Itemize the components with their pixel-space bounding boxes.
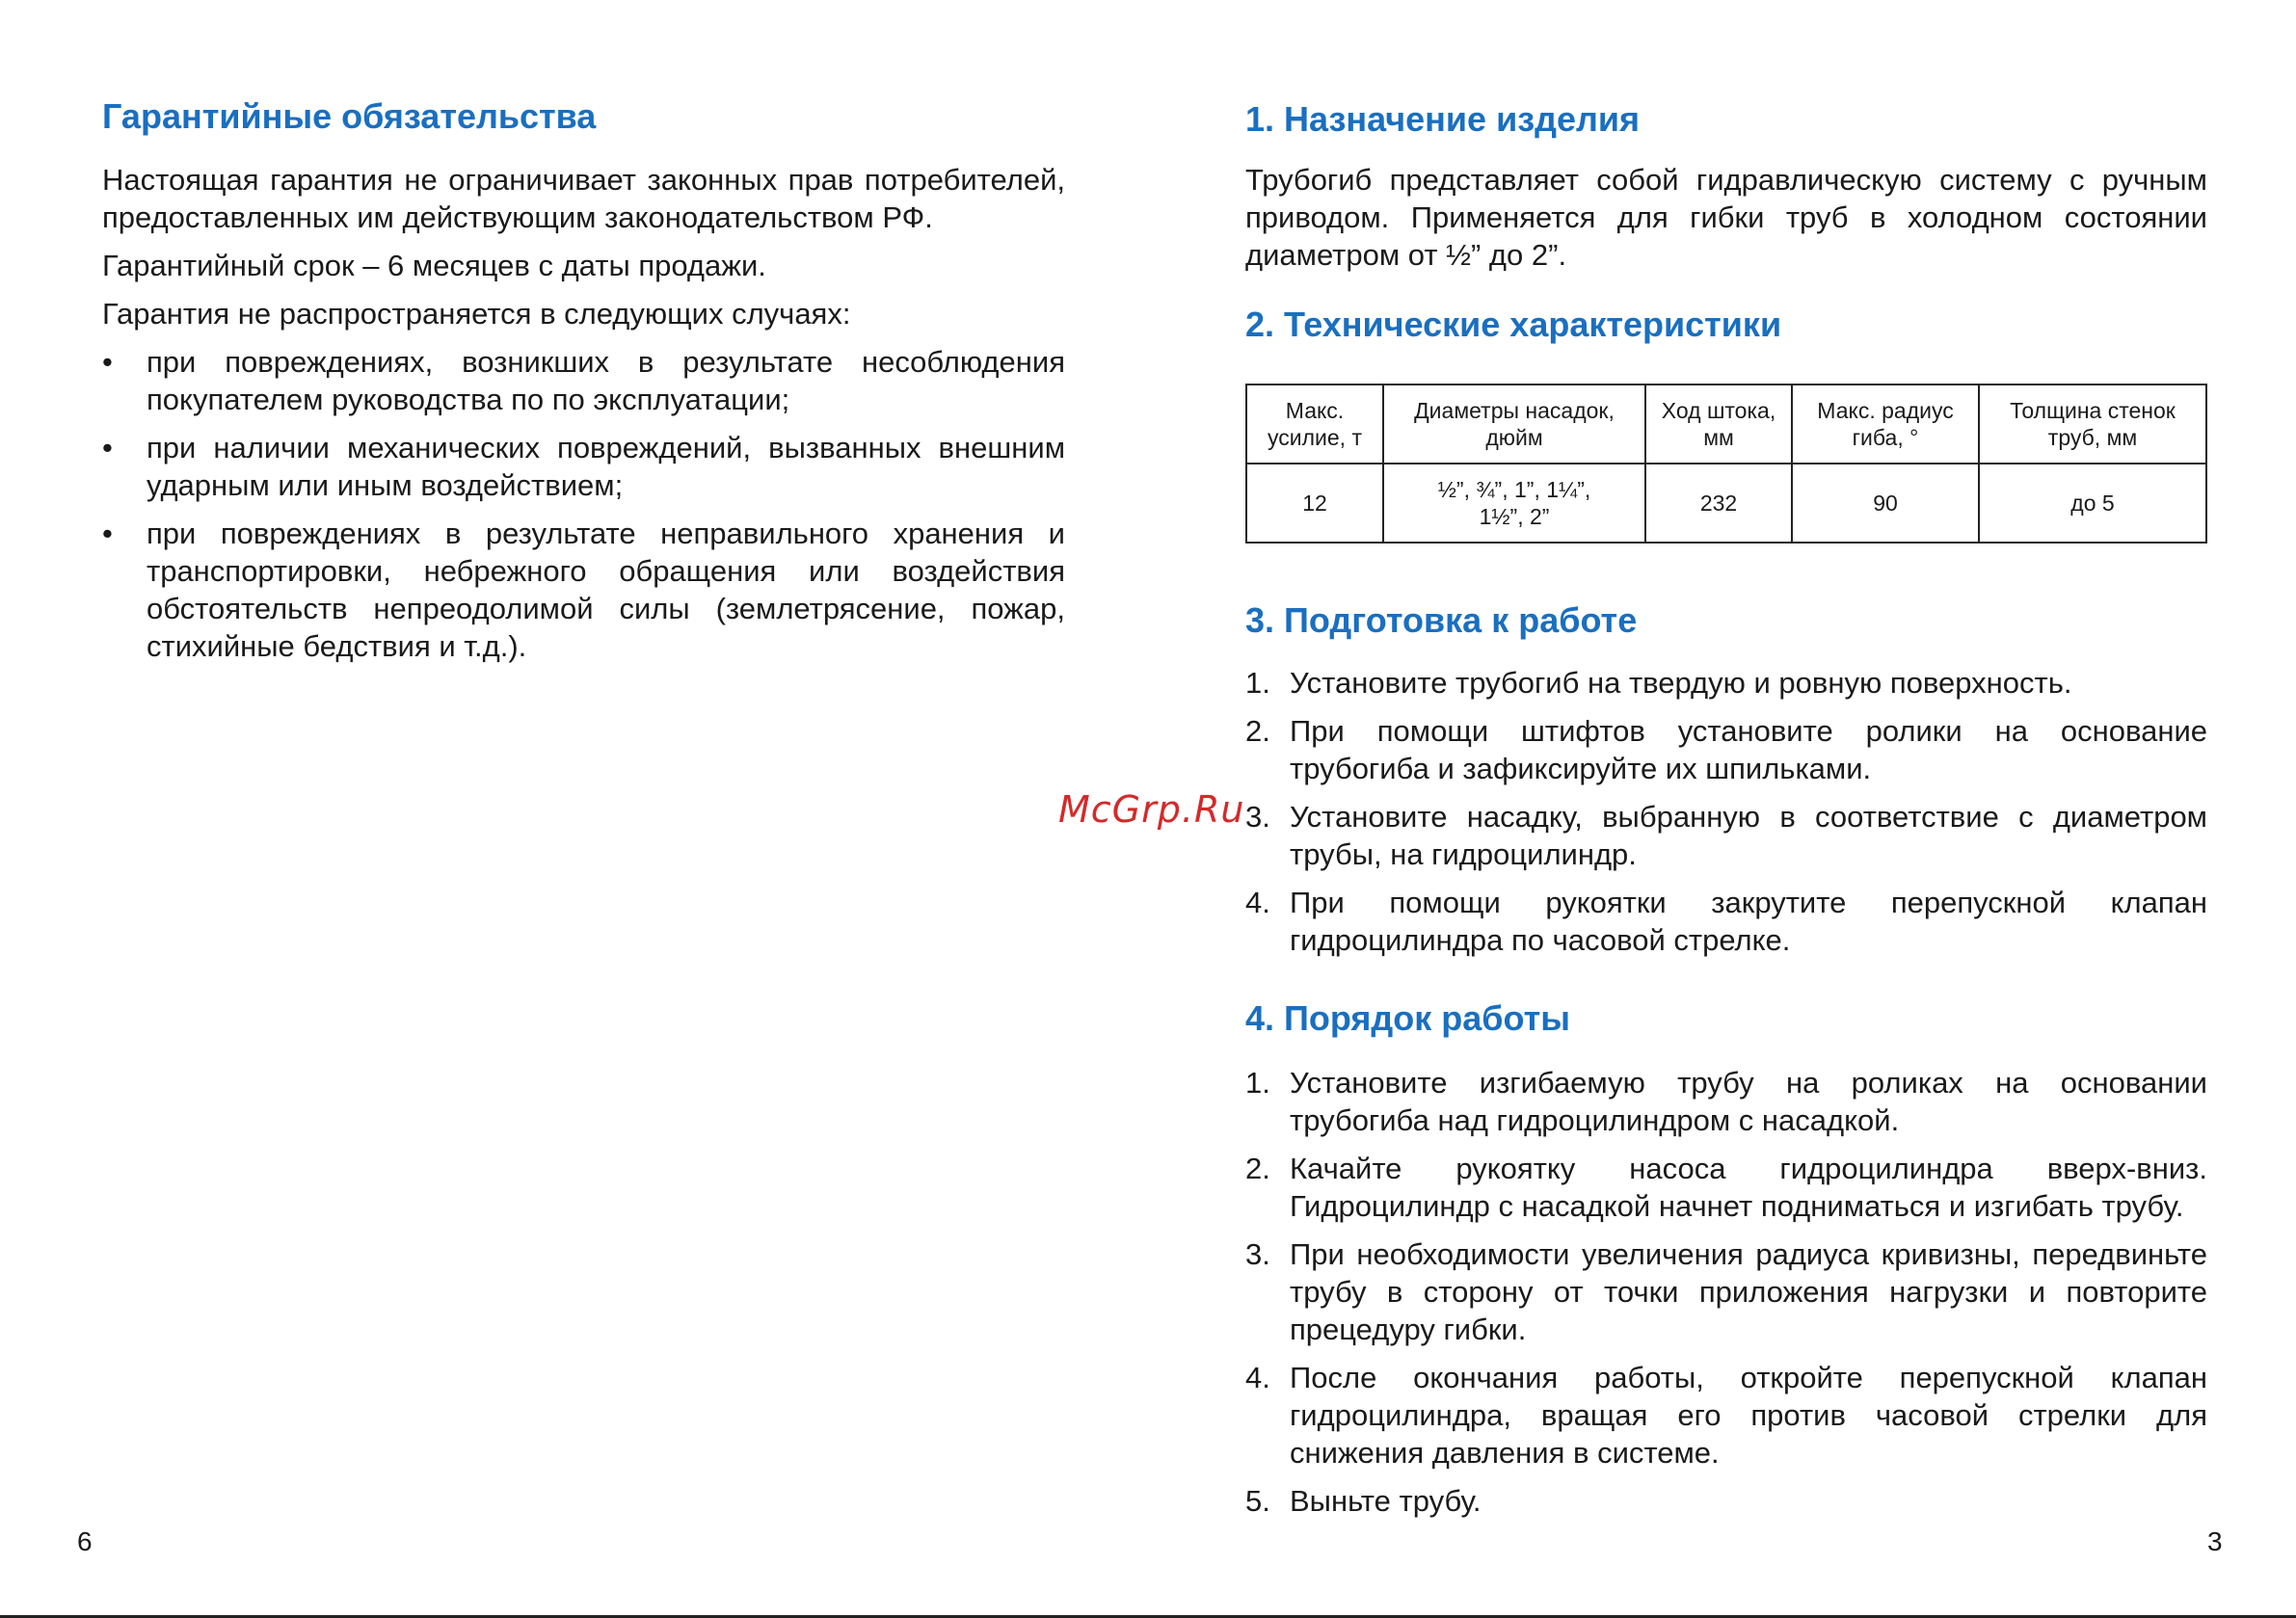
bullet-icon: • <box>102 345 113 379</box>
list-item: 3. При необходимости увеличения радиуса кривизны, передвиньте трубу в сторону от точки приложения нагрузки и повторите прецедуру гибки. <box>1245 1237 2207 1346</box>
watermark: McGrp.Ru <box>1058 788 1245 831</box>
table-header-cell: Макс. радиус гиба, ° <box>1792 385 1979 464</box>
table-header-cell: Толщина стенок труб, мм <box>1979 385 2206 464</box>
section-1-text: Трубогиб представляет собой гидравлическую систему с ручным приводом. Применяется для гибки труб в холодном состоянии диаметром от ½” до 2”. <box>1245 163 2207 272</box>
section-1-body <box>1245 161 2207 274</box>
warranty-heading: Гарантийные обязательства <box>102 96 597 136</box>
table-cell: ½”, ¾”, 1”, 1¼”, 1½”, 2” <box>1383 464 1645 543</box>
table-header-row <box>1246 385 2206 464</box>
list-item: 5. Выньте трубу. <box>1245 1484 1482 1518</box>
table-cell: 12 <box>1246 464 1383 543</box>
list-item: 2. Качайте рукоятку насоса гидроцилиндра вверх-вниз. Гидроцилиндр с насадкой начнет подниматься и изгибать трубу. <box>1245 1152 2207 1223</box>
section-1-heading: 1. Назначение изделия <box>1245 99 1640 139</box>
bullet-icon: • <box>102 517 113 550</box>
list-item: • при повреждениях, возникших в результате несоблюдения покупателем руководства по по эксплуатации; <box>102 345 1065 416</box>
list-item: 1. Установите изгибаемую трубу на роликах на основании трубогиба над гидроцилиндром с насадкой. <box>1245 1066 2207 1137</box>
section-4-heading: 4. Порядок работы <box>1245 998 1570 1038</box>
list-item: • при повреждениях в результате неправильного хранения и транспортировки, небрежного обращения или воздействия обстоятельств непреодолимой силы (землетрясение, пожар, стихийные бедствия и т.д.). <box>102 517 1065 663</box>
list-item: • при наличии механических повреждений, вызванных внешним ударным или иным воздействием; <box>102 431 1065 502</box>
list-item: 2. При помощи штифтов установите ролики на основание трубогиба и зафиксируйте их шпильками. <box>1245 714 2207 785</box>
warranty-exclusions-list <box>102 343 1065 665</box>
list-item: 4. При помощи рукоятки закрутите перепускной клапан гидроцилиндра по часовой стрелке. <box>1245 886 2207 957</box>
page-number-right: 3 <box>2207 1526 2223 1556</box>
table-header-cell: Макс. усилие, т <box>1246 385 1383 464</box>
section-3-heading: 3. Подготовка к работе <box>1245 600 1638 640</box>
list-item: 1. Установите трубогиб на твердую и ровную поверхность. <box>1245 666 2072 700</box>
section-3-steps <box>1245 664 2207 969</box>
warranty-paragraph-3: Гарантия не распространяется в следующих случаях: <box>102 297 851 331</box>
table-header-cell: Ход штока, мм <box>1645 385 1792 464</box>
list-item: 4. После окончания работы, откройте перепускной клапан гидроцилиндра, вращая его против часовой стрелки для снижения давления в системе. <box>1245 1361 2207 1470</box>
warranty-body <box>102 161 1065 676</box>
table-header-cell: Диаметры насадок, дюйм <box>1383 385 1645 464</box>
table-cell: 232 <box>1645 464 1792 543</box>
warranty-paragraph-2: Гарантийный срок – 6 месяцев с даты продажи. <box>102 249 766 282</box>
list-item: 3. Установите насадку, выбранную в соответствие с диаметром трубы, на гидроцилиндр. <box>1245 800 2207 871</box>
warranty-paragraph-1: Настоящая гарантия не ограничивает законных прав потребителей, предоставленных им действующим законодательством РФ. <box>102 163 1065 234</box>
specs-table <box>1245 384 2207 544</box>
page-number-left: 6 <box>77 1526 93 1556</box>
section-2-heading: 2. Технические характеристики <box>1245 305 1782 344</box>
table-row <box>1246 464 2206 543</box>
bullet-icon: • <box>102 431 113 464</box>
table-cell: до 5 <box>1979 464 2206 543</box>
table-cell: 90 <box>1792 464 1979 543</box>
section-4-steps <box>1245 1064 2207 1530</box>
